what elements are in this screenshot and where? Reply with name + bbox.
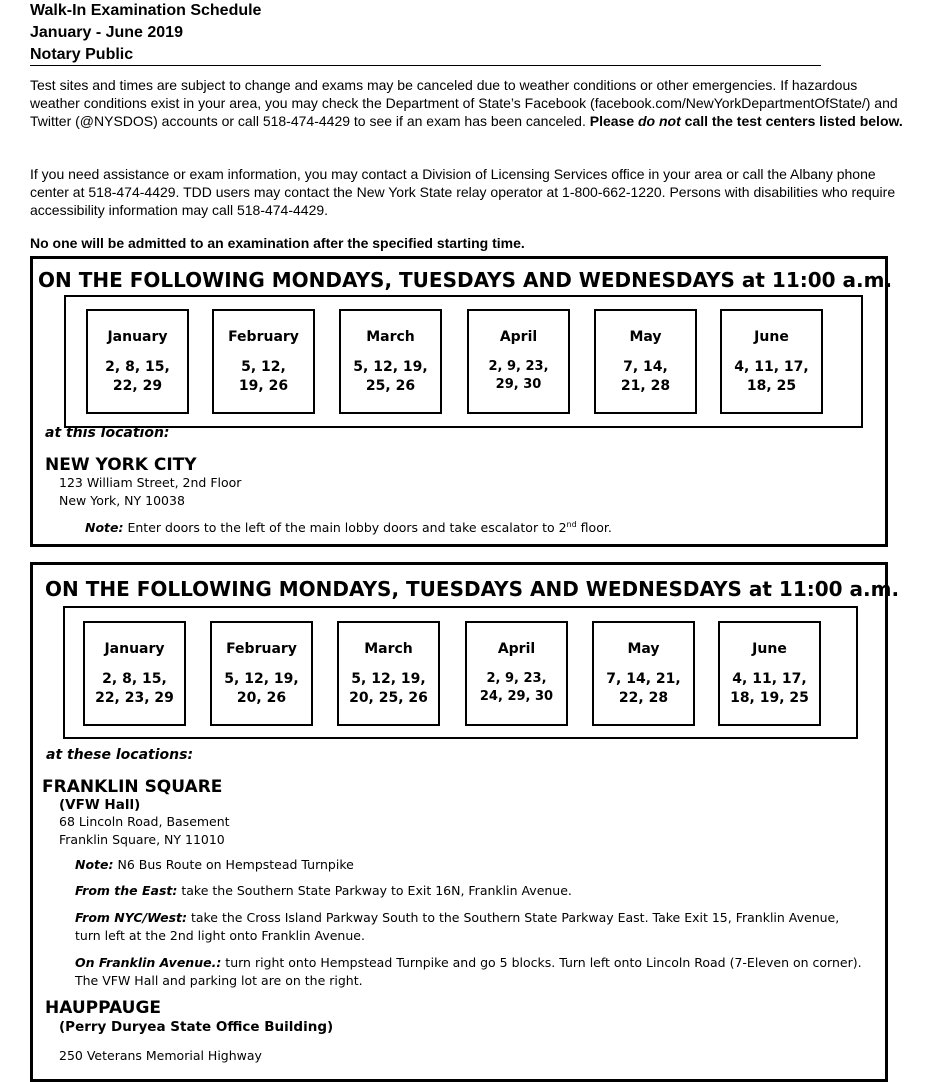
intro-paragraph-assistance: If you need assistance or exam information, you may contact a Division of Licensing Services office in your area or call the Albany phone center at 518-474-4429. TDD users may contact the New York State relay operator at 1-800-662-1220. Persons with disabilities who require accessibility information may call 518-474-4429. — [30, 166, 896, 218]
intro-emphasis-a: Please — [589, 113, 638, 129]
month-cell-june — [720, 309, 823, 414]
address-line: 250 Veterans Memorial Highway — [59, 1048, 262, 1063]
month-cell-january — [83, 621, 186, 726]
month-name: June — [754, 329, 789, 345]
month-name: February — [228, 329, 299, 345]
address-line: New York, NY 10038 — [59, 493, 185, 508]
directions-from-east — [75, 882, 875, 900]
note-text: take the Cross Island Parkway South to the Southern State Parkway East. Take Exit 15, Franklin Avenue, turn left at the 2nd light onto Franklin Avenue. — [75, 910, 840, 943]
month-cell-june — [718, 621, 821, 726]
month-dates: 2, 8, 15, 22, 29 — [105, 359, 170, 394]
month-name: February — [226, 641, 297, 657]
month-dates: 5, 12, 19, 25, 26 — [353, 359, 428, 394]
schedule-heading: ON THE FOLLOWING MONDAYS, TUESDAYS AND WEDNESDAYS at 11:00 a.m. — [45, 577, 900, 601]
note-text: Enter doors to the left of the main lobby doors and take escalator to 2 — [123, 520, 567, 536]
month-cell-february — [210, 621, 313, 726]
note-superscript: nd — [566, 520, 577, 529]
month-name: January — [104, 641, 165, 657]
schedule-box-nyc — [30, 256, 893, 547]
month-dates: 7, 14, 21, 28 — [620, 359, 671, 394]
city-name: NEW YORK CITY — [45, 455, 197, 475]
note-label: From the East: — [75, 883, 178, 898]
month-name: January — [107, 329, 168, 345]
month-name: May — [627, 641, 660, 657]
admission-notice: No one will be admitted to an examination after the specified starting time. — [30, 235, 525, 251]
note-text: turn right onto Hempstead Turnpike and go 5 blocks. Turn left onto Lincoln Road (7-Eleven on corner). The VFW Hall and parking lot are on the right. — [75, 955, 862, 988]
city-name: FRANKLIN SQUARE — [42, 777, 223, 797]
month-dates: 5, 12, 19, 20, 25, 26 — [349, 671, 428, 706]
intro-text: Test sites and times are subject to change and exams may be canceled due to weather conditions or other emergencies. If hazardous weather conditions exist in your area, you may check the Department of State’s Facebook (facebook.com/NewYorkDepartmentOfState/) and Twitter (@NYSDOS) accounts or call 518-474-4429 to see if an exam has been canceled. — [30, 77, 898, 129]
page-title: Walk-In Examination Schedule — [30, 2, 262, 19]
address-block — [59, 813, 230, 849]
month-name: April — [497, 641, 536, 657]
note-text: N6 Bus Route on Hempstead Turnpike — [113, 857, 354, 872]
month-dates: 5, 12, 19, 26 — [238, 359, 289, 394]
venue-name: (VFW Hall) — [59, 797, 141, 813]
month-cell-january — [86, 309, 189, 414]
location-label: at this location: — [45, 425, 170, 441]
month-cell-may — [592, 621, 695, 726]
address-block — [59, 474, 241, 510]
month-name: March — [364, 641, 413, 657]
note-label: On Franklin Avenue.: — [75, 955, 222, 970]
month-cell-february — [212, 309, 315, 414]
month-name: March — [366, 329, 415, 345]
month-name: May — [629, 329, 662, 345]
month-cell-march — [337, 621, 440, 726]
directions-from-nyc-west — [75, 909, 865, 945]
header-divider — [30, 65, 821, 66]
month-dates: 2, 9, 23, 24, 29, 30 — [479, 671, 554, 704]
directions-on-franklin-avenue — [75, 954, 875, 990]
location-note — [85, 516, 612, 537]
address-line: Franklin Square, NY 11010 — [59, 832, 225, 847]
month-dates: 7, 14, 21, 22, 28 — [606, 671, 681, 706]
intro-emphasis-italic: do not — [638, 113, 681, 129]
exam-subject: Notary Public — [30, 46, 134, 63]
document-header — [30, 0, 261, 66]
intro-emphasis-b: call the test centers listed below. — [680, 113, 903, 129]
address-line: 123 William Street, 2nd Floor — [59, 475, 242, 490]
intro-paragraph-weather — [30, 76, 905, 130]
schedule-period: January - June 2019 — [30, 24, 183, 41]
address-line: 68 Lincoln Road, Basement — [59, 814, 230, 829]
city-name: HAUPPAUGE — [45, 998, 162, 1018]
month-cell-march — [339, 309, 442, 414]
month-dates: 4, 11, 17, 18, 19, 25 — [730, 671, 809, 706]
month-cell-may — [594, 309, 697, 414]
month-name: June — [752, 641, 787, 657]
schedule-box-long-island — [30, 562, 900, 1082]
location-label: at these locations: — [46, 747, 194, 763]
month-dates: 2, 8, 15, 22, 23, 29 — [95, 671, 174, 706]
venue-name: (Perry Duryea State Office Building) — [59, 1019, 334, 1035]
note-label: From NYC/West: — [75, 910, 187, 925]
month-cell-april — [467, 309, 570, 414]
note-text: floor. — [576, 520, 612, 536]
month-cell-april — [465, 621, 568, 726]
month-dates: 4, 11, 17, 18, 25 — [734, 359, 809, 394]
month-name: April — [499, 329, 538, 345]
note-label: Note: — [85, 520, 124, 536]
month-dates: 2, 9, 23, 29, 30 — [488, 359, 549, 392]
month-dates: 5, 12, 19, 20, 26 — [224, 671, 299, 706]
note-text: take the Southern State Parkway to Exit 16N, Franklin Avenue. — [177, 883, 572, 898]
note-label: Note: — [75, 857, 114, 872]
directions-note — [75, 856, 875, 874]
schedule-heading: ON THE FOLLOWING MONDAYS, TUESDAYS AND WEDNESDAYS at 11:00 a.m. — [38, 268, 893, 292]
